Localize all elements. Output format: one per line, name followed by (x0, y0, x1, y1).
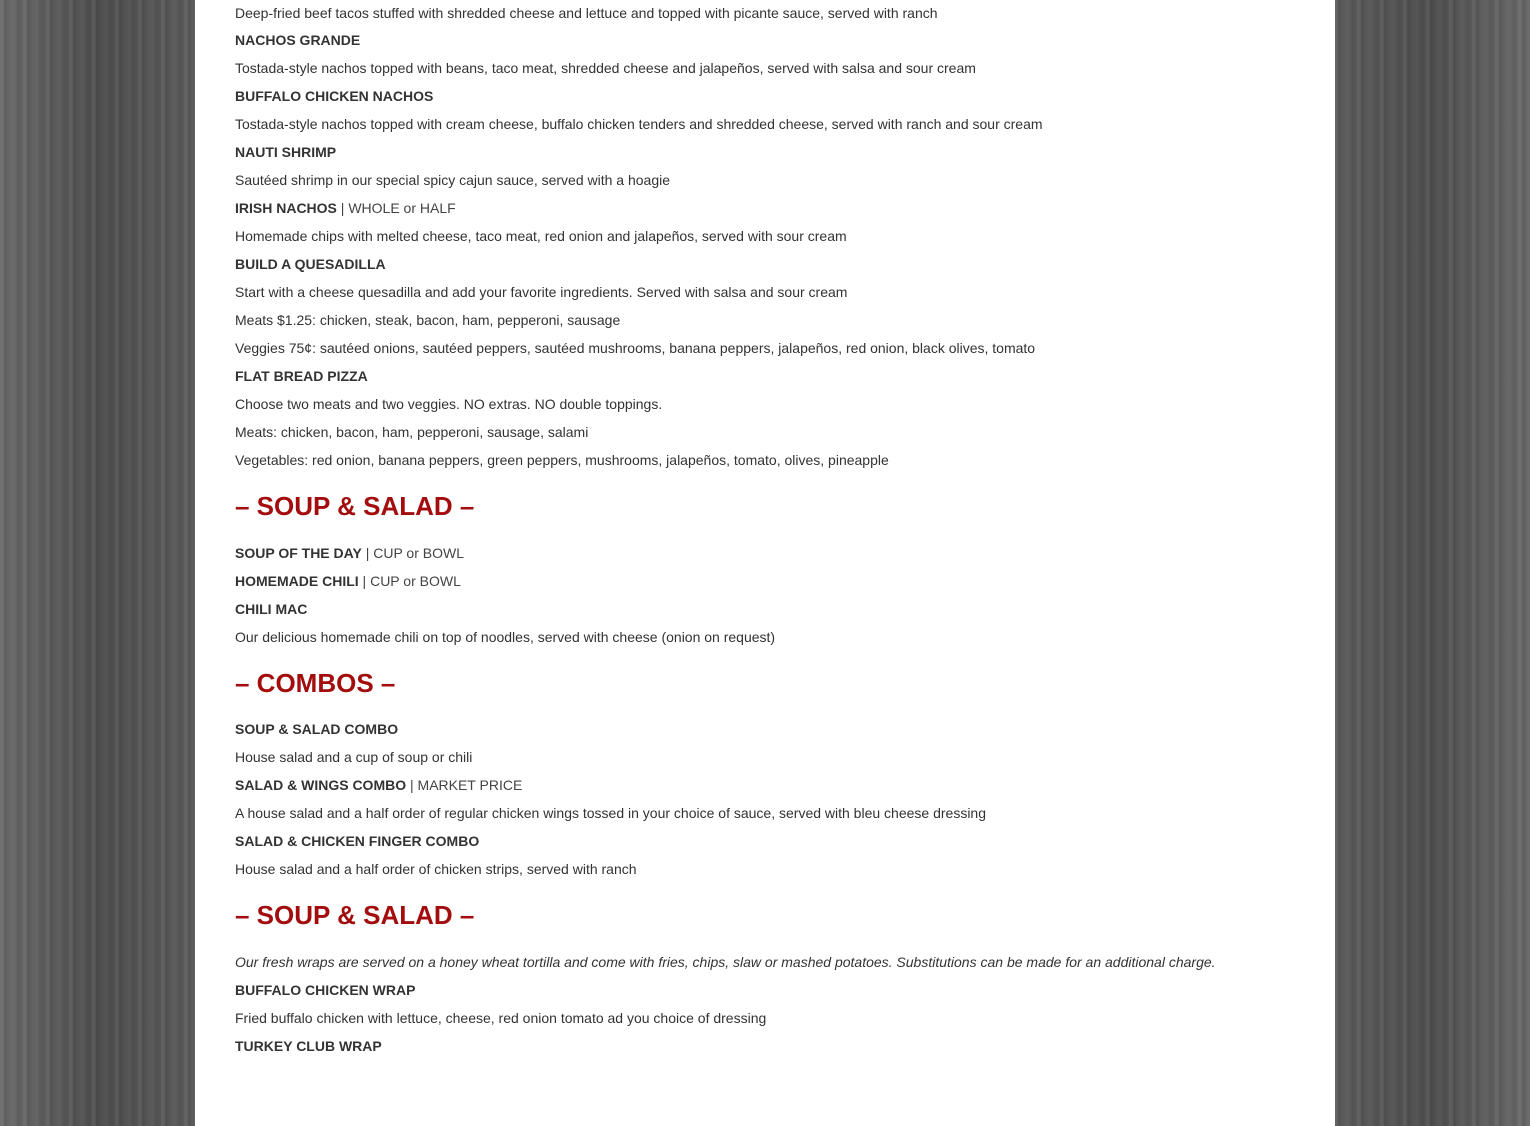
item-name: SOUP & SALAD COMBO (235, 721, 399, 737)
menu-content (235, 0, 1315, 1060)
item-description: Meats $1.25: chicken, steak, bacon, ham, pepperoni, sausage (235, 312, 621, 328)
section-heading: – COMBOS – (235, 668, 396, 698)
section-heading: – SOUP & SALAD – (235, 491, 475, 521)
section-note: Our fresh wraps are served on a honey wheat tortilla and come with fries, chips, slaw or mashed potatoes. Substitutions can be made for an additional charge. (235, 954, 1216, 970)
item-description: Homemade chips with melted cheese, taco meat, red onion and jalapeños, served with sour cream (235, 228, 847, 244)
item-name: TURKEY CLUB WRAP (235, 1038, 382, 1054)
item-description: Meats: chicken, bacon, ham, pepperoni, sausage, salami (235, 424, 589, 440)
item-row (235, 771, 1315, 799)
item-name: NAUTI SHRIMP (235, 144, 337, 160)
item-row (235, 567, 1315, 595)
item-description: Tostada-style nachos topped with beans, taco meat, shredded cheese and jalapeños, served with salsa and sour cream (235, 60, 976, 76)
item-description: Deep-fried beef tacos stuffed with shredded cheese and lettuce and topped with picante sauce, served with ranch (235, 5, 938, 21)
item-options: | MARKET PRICE (406, 777, 523, 793)
item-name: NACHOS GRANDE (235, 32, 361, 48)
item-name: SALAD & WINGS COMBO (235, 777, 407, 793)
item-name: HOMEMADE CHILI (235, 573, 359, 589)
item-name: BUILD A QUESADILLA (235, 256, 386, 272)
item-description: Veggies 75¢: sautéed onions, sautéed peppers, sautéed mushrooms, banana peppers, jalapeños, red onion, black olives, tomato (235, 340, 1036, 356)
item-description: A house salad and a half order of regular chicken wings tossed in your choice of sauce, served with bleu cheese dressing (235, 805, 986, 821)
item-options: | CUP or BOWL (361, 545, 464, 561)
item-description: House salad and a half order of chicken strips, served with ranch (235, 861, 637, 877)
item-description: Choose two meats and two veggies. NO extras. NO double toppings. (235, 396, 663, 412)
item-description: Vegetables: red onion, banana peppers, green peppers, mushrooms, jalapeños, tomato, olives, pineapple (235, 452, 889, 468)
item-description: Tostada-style nachos topped with cream cheese, buffalo chicken tenders and shredded cheese, served with ranch and sour cream (235, 116, 1043, 132)
item-name: SOUP OF THE DAY (235, 545, 362, 561)
item-description: House salad and a cup of soup or chili (235, 749, 473, 765)
item-name: BUFFALO CHICKEN NACHOS (235, 88, 434, 104)
item-description: Fried buffalo chicken with lettuce, cheese, red onion tomato ad you choice of dressing (235, 1010, 767, 1026)
item-options: | CUP or BOWL (358, 573, 461, 589)
section-heading: – SOUP & SALAD – (235, 900, 475, 930)
menu-page (195, 0, 1335, 1126)
item-name: SALAD & CHICKEN FINGER COMBO (235, 833, 480, 849)
item-row (235, 539, 1315, 567)
item-name: CHILI MAC (235, 601, 308, 617)
item-row (235, 194, 1315, 222)
item-options: | WHOLE or HALF (336, 200, 456, 216)
item-name: FLAT BREAD PIZZA (235, 368, 368, 384)
item-name: BUFFALO CHICKEN WRAP (235, 982, 416, 998)
item-name: IRISH NACHOS (235, 200, 337, 216)
item-description: Our delicious homemade chili on top of noodles, served with cheese (onion on request) (235, 629, 776, 645)
item-description: Start with a cheese quesadilla and add your favorite ingredients. Served with salsa and sour cream (235, 284, 848, 300)
item-description: Sautéed shrimp in our special spicy cajun sauce, served with a hoagie (235, 172, 671, 188)
